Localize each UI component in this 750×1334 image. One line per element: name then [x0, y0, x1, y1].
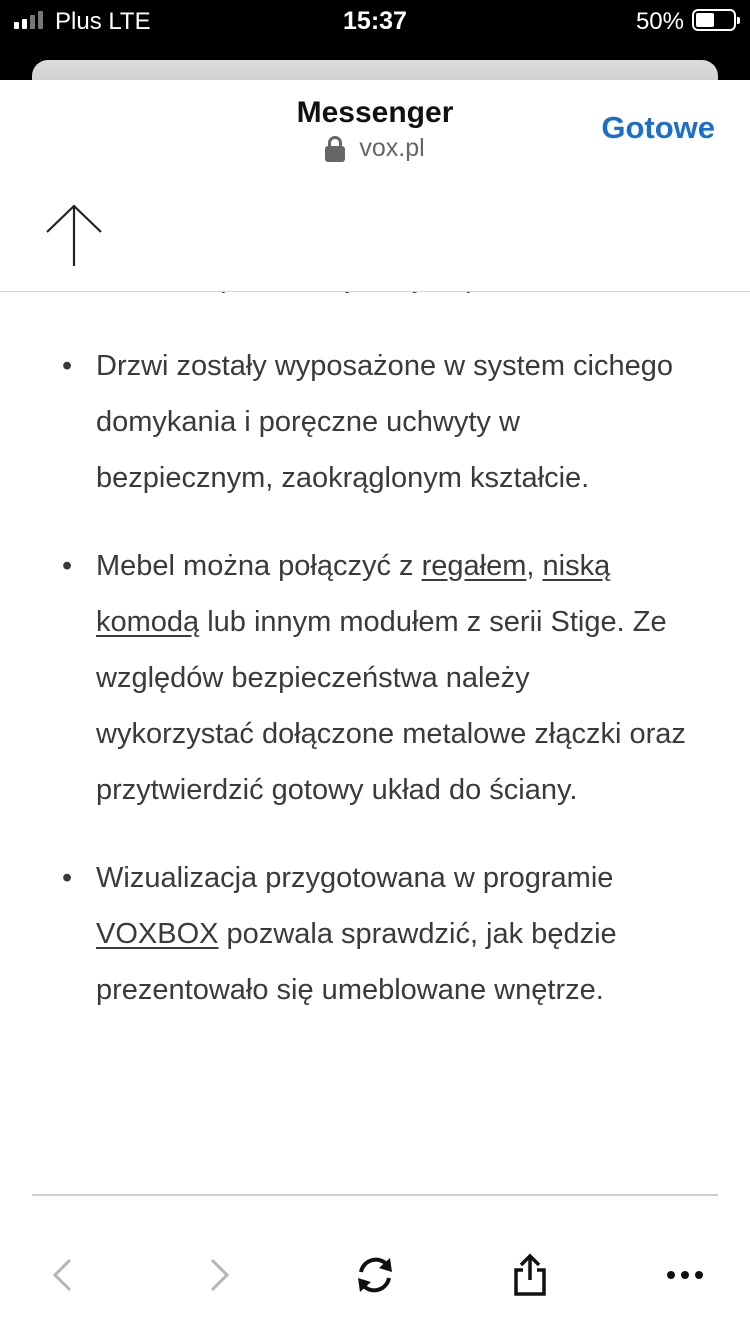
- page-title: Messenger: [296, 96, 454, 129]
- list-item-text: Wizualizacja przygotowana w programie: [96, 862, 614, 894]
- forward-button[interactable]: [190, 1240, 250, 1310]
- browser-header: [0, 80, 750, 292]
- list-item: [0, 850, 750, 1018]
- back-icon: [50, 1257, 74, 1293]
- more-icon: [665, 1269, 705, 1281]
- bullet: •: [62, 350, 73, 382]
- forward-icon: [208, 1257, 232, 1293]
- toolbar-divider: [32, 1194, 718, 1196]
- list-item-text: Drzwi zostały wyposażone w system cichego domykania i poręczne uchwyty w bezpiecznym, zaokrąglonym kształcie.: [96, 350, 673, 494]
- scroll-to-top-icon[interactable]: [44, 200, 104, 270]
- link-voxbox[interactable]: VOXBOX: [96, 918, 219, 950]
- share-button[interactable]: [500, 1240, 560, 1310]
- back-button[interactable]: [32, 1240, 92, 1310]
- link-regal[interactable]: regałem: [421, 550, 527, 582]
- share-icon: [512, 1253, 548, 1297]
- carrier-label: Plus LTE: [55, 8, 151, 35]
- browser-toolbar: [0, 1240, 750, 1310]
- list-item-text: lub innym modułem z serii Stige. Ze względów bezpieczeństwa należy wykorzystać dołączone metalowe złączki oraz przytwierdzić gotowy układ do ściany.: [96, 606, 686, 806]
- done-button[interactable]: Gotowe: [601, 110, 715, 145]
- list-item-text: Mebel można połączyć z: [96, 550, 422, 582]
- more-button[interactable]: [655, 1240, 715, 1310]
- list-item: [0, 338, 750, 506]
- reload-button[interactable]: [345, 1240, 405, 1310]
- article-content: [0, 292, 750, 1142]
- battery-icon: [692, 9, 736, 31]
- lock-icon: [325, 136, 345, 162]
- list-item-text: pozwala sprawdzić, jak będzie prezentowało się umeblowane wnętrze.: [96, 918, 617, 1006]
- link-niska-komoda[interactable]: niską komodą: [96, 550, 611, 638]
- reload-icon: [354, 1254, 396, 1296]
- bullet: •: [62, 862, 73, 894]
- status-bar: [0, 0, 750, 42]
- battery-percentage: 50%: [635, 8, 684, 35]
- list-item-text: ,: [526, 550, 543, 582]
- list-item: [0, 538, 750, 818]
- browser-sheet: [0, 80, 750, 1334]
- bullet: •: [62, 550, 73, 582]
- clock: 15:37: [343, 7, 407, 35]
- url-label: vox.pl: [359, 134, 425, 162]
